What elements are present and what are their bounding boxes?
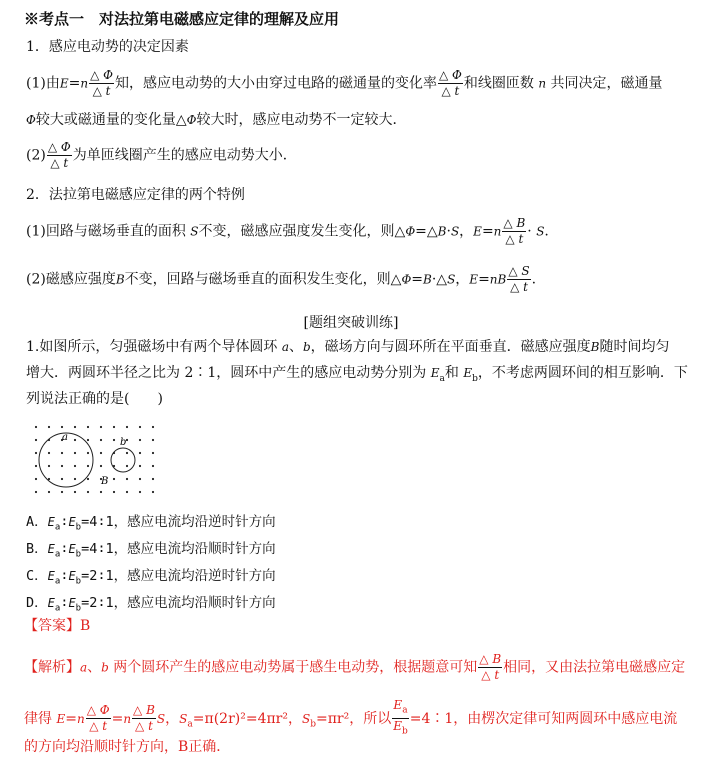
field-dot [87, 491, 89, 493]
field-dot [74, 478, 76, 480]
field-dot [139, 465, 141, 467]
field-dot [74, 465, 76, 467]
question-line1: 1.如图所示，匀强磁场中有两个导体圆环 a、b，磁场方向与圆环所在平面垂直．磁感应强度B随时间均匀 [26, 339, 670, 355]
s2-p2: (2)磁感应强度B不变，回路与磁场垂直的面积发生变化，则△Φ=B·△S，E=nB $\frac{\triangle S}{\triangle t}$ . [26, 264, 537, 294]
field-dot [35, 439, 37, 441]
s2-title: 2．法拉第电磁感应定律的两个特例 [26, 187, 245, 203]
field-dot [113, 491, 115, 493]
field-dot [126, 426, 128, 428]
field-dot [87, 426, 89, 428]
field-dot [74, 439, 76, 441]
field-dot [87, 439, 89, 441]
option-c[interactable]: C．$E_a∶E_b=2∶1$，感应电流均沿逆时针方向 [26, 568, 276, 587]
field-dot [152, 426, 154, 428]
question-line2: 增大．两圆环半径之比为 2∶1，圆环中产生的感应电动势分别为 $E_a$和 $E_b$，不考虑两圆环间的相互影响．下 [26, 365, 688, 384]
exercise-title: [题组突破训练] [303, 315, 399, 331]
field-dot [152, 439, 154, 441]
field-dot [152, 452, 154, 454]
section-heading: ※考点一 对法拉第电磁感应定律的理解及应用 [24, 10, 340, 28]
field-dot [87, 465, 89, 467]
label-a: a [62, 432, 68, 443]
field-dot [100, 452, 102, 454]
s1-title: 1．感应电动势的决定因素 [26, 39, 189, 55]
field-dot [48, 452, 50, 454]
field-dot [35, 465, 37, 467]
s1-p1-line2: Φ较大或磁通量的变化量△Φ较大时，感应电动势不一定较大． [26, 112, 407, 128]
analysis-line1: 【解析】a、b 两个圆环产生的感应电动势属于感生电动势，根据题意可知 $\frac{\triangle B}{\triangle t}$ 相同，又由法拉第电磁感应定 [24, 652, 686, 682]
field-dot [139, 426, 141, 428]
field-dot [139, 478, 141, 480]
field-dot [126, 452, 128, 454]
field-dot [152, 491, 154, 493]
label-B: B [101, 476, 109, 487]
field-dot [126, 478, 128, 480]
field-dot [100, 491, 102, 493]
field-dot [87, 478, 89, 480]
field-dot [61, 478, 63, 480]
s1-p2: (2) $\frac{\triangle \Phi}{\triangle t}$ 为单匝线圈产生的感应电动势大小． [26, 140, 297, 170]
field-dot [139, 439, 141, 441]
field-dot [35, 452, 37, 454]
ring-b [111, 448, 135, 472]
field-dot [139, 491, 141, 493]
field-dot [100, 426, 102, 428]
field-dot [100, 465, 102, 467]
s1-p1: (1)由E=n $\frac{\triangle \Phi}{\triangle t}$ 知，感应电动势的大小由穿过电路的磁通量的变化率 $\frac{\triangle \Phi}{\triangle t}$ 和线圈匝数 n 共同决定，磁通量 [26, 68, 663, 98]
field-dot [87, 452, 89, 454]
field-dot [113, 439, 115, 441]
analysis-line3: 的方向均沿顺时针方向，B正确． [24, 739, 231, 755]
field-dot [61, 491, 63, 493]
option-a[interactable]: A．$E_a∶E_b=4∶1$，感应电流均沿逆时针方向 [26, 514, 276, 533]
answer: 【答案】B [24, 618, 91, 634]
label-b: b [120, 437, 127, 448]
question-line3: 列说法正确的是( ) [26, 391, 163, 407]
field-figure [30, 422, 160, 496]
option-b[interactable]: B．$E_a∶E_b=4∶1$，感应电流均沿顺时针方向 [26, 541, 276, 560]
field-dot [100, 439, 102, 441]
field-dot [152, 478, 154, 480]
field-dot [61, 452, 63, 454]
field-dot [35, 491, 37, 493]
option-d[interactable]: D．$E_a∶E_b=2∶1$，感应电流均沿顺时针方向 [26, 595, 276, 614]
field-dot [35, 478, 37, 480]
field-dot [126, 465, 128, 467]
field-dot [113, 478, 115, 480]
field-dot [74, 491, 76, 493]
field-dot [35, 426, 37, 428]
field-dot [48, 465, 50, 467]
field-dot [113, 426, 115, 428]
field-dot [139, 452, 141, 454]
s2-p1: (1)回路与磁场垂直的面积 S不变，磁感应强度发生变化，则△Φ=△B·S，E=n $\frac{\triangle B}{\triangle t}$ · S. [26, 216, 549, 246]
field-dot [48, 491, 50, 493]
field-dot [61, 426, 63, 428]
field-dot [48, 426, 50, 428]
analysis-line2: 律得 E=n $\frac{\triangle \Phi}{\triangle t}$ =n $\frac{\triangle B}{\triangle t}$ S，$S_a=\pi(2r)^2=4\pi r^2$，$S_b=\pi r^2$，所以 $\frac{E_a}{E_b}$ =4∶1，由楞次定律可知两圆环中感应电流 [24, 698, 678, 737]
field-dot [74, 426, 76, 428]
field-dot [126, 491, 128, 493]
field-dot [74, 452, 76, 454]
field-dot [152, 465, 154, 467]
field-dot [61, 465, 63, 467]
